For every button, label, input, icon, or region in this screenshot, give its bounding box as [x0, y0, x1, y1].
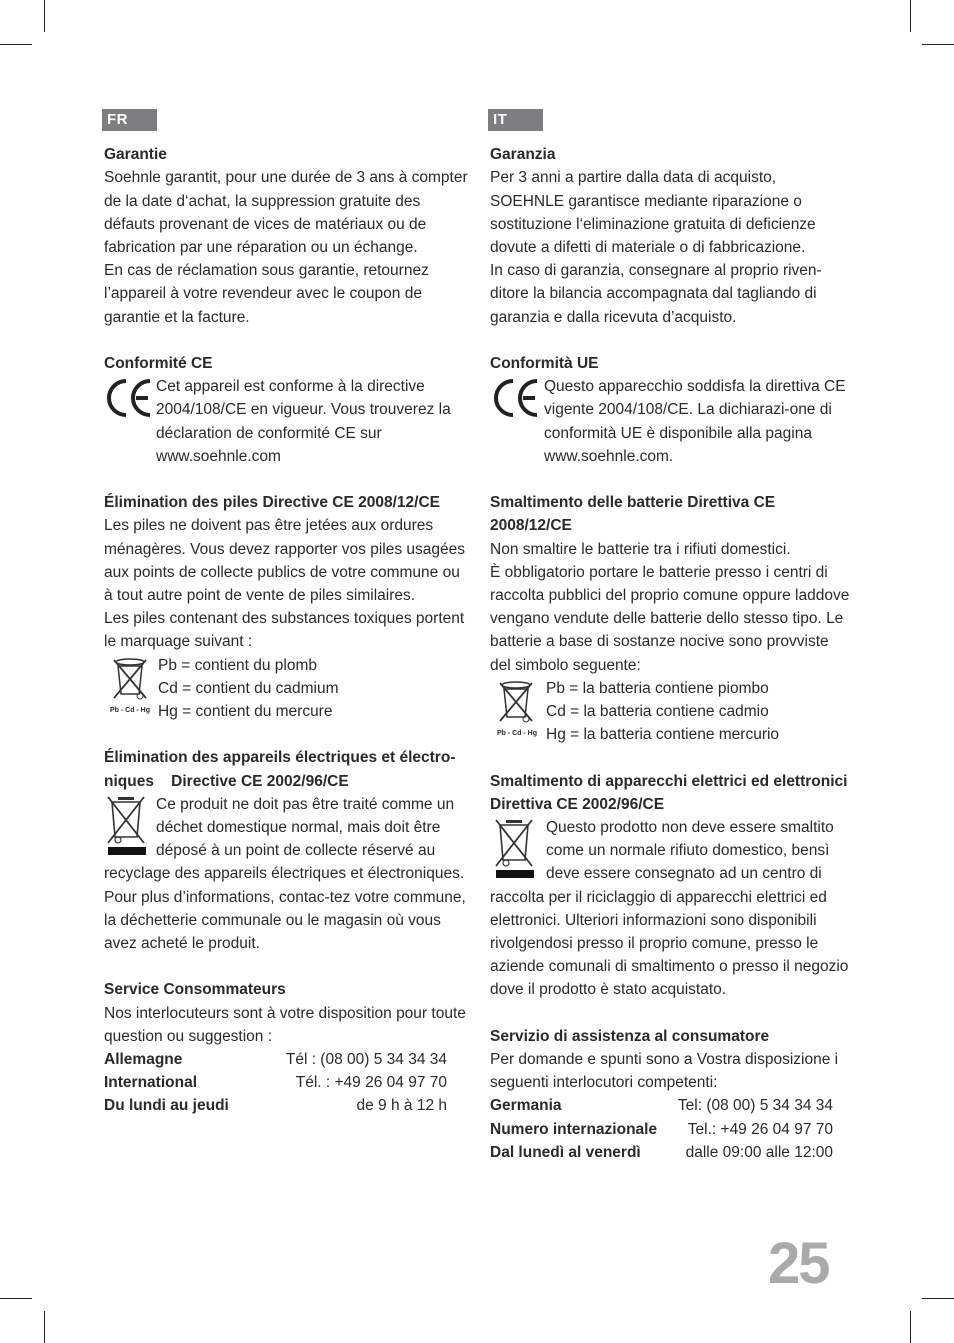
- contact-value: dalle 09:00 alle 12:00: [685, 1143, 833, 1161]
- weee-block: [490, 816, 852, 1002]
- service-title: Servizio di assistenza al consumatore: [490, 1027, 770, 1045]
- batteries-title: Élimination des piles Directive CE 2008/12/CE: [104, 494, 440, 512]
- table-row: [104, 1094, 447, 1117]
- list-item: Cd = contient du cadmium: [158, 679, 339, 697]
- contact-value: de 9 h à 12 h: [356, 1097, 447, 1115]
- contact-label: Numero internazionale: [490, 1120, 658, 1138]
- batteries-text: Les piles contenant des substances toxiques portent le marquage suivant :: [104, 610, 465, 651]
- warranty-text: In caso di garanzia, consegnare al proprio riven-ditore la bilancia accompagnata dal tagliando di garanzia e dalla ricevuta d’acquisto.: [490, 262, 822, 326]
- crossed-bin-icon: [104, 654, 156, 704]
- crop-mark: [922, 1298, 954, 1299]
- batteries-text: È obbligatorio portare le batterie presso i centri di raccolta pubblici del proprio comune oppure laddove vengano vendute delle batterie dello stesso tipo. Le batterie a base di sostanze nocive sono provviste del simbolo seguente:: [490, 563, 850, 674]
- warranty-title: Garantie: [104, 146, 167, 164]
- warranty-text: Per 3 anni a partire dalla data di acquisto, SOEHNLE garantisce mediante riparazione o sostituzione l‘eliminazione gratuita di deficienze dovute a difetti di materiale o di fabbricazione.: [490, 169, 816, 257]
- battery-symbol-caption: Pb - Cd - Hg: [109, 706, 151, 714]
- contact-value: Tel: (08 00) 5 34 34 34: [677, 1097, 833, 1115]
- weee-bin-icon: [104, 793, 150, 857]
- crop-mark: [910, 0, 911, 32]
- batteries-list: [158, 654, 339, 724]
- warranty-title: Garanzia: [490, 146, 556, 164]
- warranty-text: En cas de réclamation sous garantie, retournez l’appareil à votre revendeur avec le coupon de garantie et la facture.: [104, 262, 429, 326]
- service-title: Service Consommateurs: [104, 981, 286, 999]
- contact-label: Du lundi au jeudi: [104, 1097, 229, 1115]
- ce-block: [490, 375, 852, 468]
- batteries-symbol-block: [104, 654, 468, 724]
- crop-mark: [910, 1311, 911, 1343]
- list-item: Pb = contient du plomb: [158, 656, 317, 674]
- weee-text: Questo prodotto non deve essere smaltito come un normale rifiuto domestico, bensì deve essere consegnato ad un centro di raccolta per il riciclaggio di apparecchi elettrici ed elettronici. Ulteriori informazioni sono disponibili rivolgendosi presso il proprio comune, presso le aziende comunali di smaltimento o presso il negozio dove il prodotto è stato acquistato.: [490, 819, 849, 999]
- service-text: Per domande e spunti sono a Vostra disposizione i seguenti interlocutori competenti:: [490, 1051, 839, 1092]
- crop-mark: [44, 0, 45, 32]
- list-item: Pb = la batteria contiene piombo: [546, 679, 769, 697]
- crossed-bin-icon: [490, 677, 542, 727]
- battery-bin-symbol: [490, 677, 544, 738]
- ce-title: Conformità UE: [490, 355, 599, 373]
- batteries-title: Smaltimento delle batterie Direttiva CE 2008/12/CE: [490, 494, 776, 535]
- weee-text: Ce produit ne doit pas être traité comme un déchet domestique normal, mais doit être déposé à un point de collecte réservé au recyclage des appareils électriques et électroniques. Pour plus d’informations, contac-tez votre commune, la déchetterie communale ou le magasin où vous avez acheté le produit.: [104, 795, 466, 953]
- service-contacts: [104, 1048, 447, 1118]
- contact-value: Tel.: +49 26 04 97 70: [687, 1120, 833, 1138]
- contact-value: Tél. : +49 26 04 97 70: [295, 1074, 447, 1092]
- service-contacts: [490, 1094, 833, 1164]
- page-number: 25: [768, 1231, 829, 1296]
- ce-title: Conformité CE: [104, 355, 213, 373]
- table-row: [490, 1118, 833, 1141]
- weee-title: Smaltimento di apparecchi elettrici ed elettronici Direttiva CE 2002/96/CE: [490, 772, 848, 813]
- ce-block: [104, 375, 468, 468]
- batteries-text: Non smaltire le batterie tra i rifiuti domestici.: [490, 540, 791, 558]
- column-fr: [104, 108, 468, 1118]
- batteries-list: [546, 677, 779, 747]
- crop-mark: [0, 44, 32, 45]
- contact-label: International: [104, 1074, 198, 1092]
- crop-mark: [922, 44, 954, 45]
- weee-block: [104, 793, 468, 955]
- contact-label: Germania: [490, 1097, 562, 1115]
- weee-bin-icon: [490, 816, 540, 880]
- ce-mark-icon: [490, 375, 544, 421]
- battery-symbol-caption: Pb - Cd - Hg: [496, 730, 538, 738]
- contact-label: Allemagne: [104, 1051, 183, 1069]
- crop-mark: [0, 1298, 32, 1299]
- contact-label: Dal lunedì al venerdì: [490, 1143, 641, 1161]
- column-it: [490, 108, 852, 1164]
- battery-bin-symbol: [104, 654, 156, 715]
- crop-mark: [44, 1311, 45, 1343]
- weee-title: Élimination des appareils électriques et électro-niques Directive CE 2002/96/CE: [104, 749, 456, 790]
- list-item: Hg = la batteria contiene mercurio: [546, 726, 780, 744]
- language-tag-it: IT: [488, 109, 543, 131]
- table-row: [490, 1141, 833, 1164]
- ce-text: Questo apparecchio soddisfa la direttiva CE vigente 2004/108/CE. La dichiarazi-one di conformità UE è disponibile alla pagina www.soehnle.com.: [544, 378, 846, 465]
- table-row: [490, 1094, 833, 1117]
- list-item: Cd = la batteria contiene cadmio: [546, 703, 769, 721]
- warranty-text: Soehnle garantit, pour une durée de 3 ans à compter de la date d‘achat, la suppression gratuite des défauts provenant de vices de matériaux ou de fabrication par une réparation ou un échange.: [104, 169, 468, 257]
- list-item: Hg = contient du mercure: [158, 703, 333, 721]
- batteries-symbol-block: [490, 677, 852, 747]
- ce-mark-icon: [104, 375, 156, 421]
- ce-text: Cet appareil est conforme à la directive 2004/108/CE en vigueur. Vous trouverez la déclaration de conformité CE sur www.soehnle.com: [156, 378, 451, 465]
- contact-value: Tél : (08 00) 5 34 34 34: [285, 1051, 447, 1069]
- table-row: [104, 1071, 447, 1094]
- batteries-text: Les piles ne doivent pas être jetées aux ordures ménagères. Vous devez rapporter vos piles usagées aux points de collecte publics de votre commune ou à tout autre point de vente de piles similaires.: [104, 517, 466, 605]
- service-text: Nos interlocuteurs sont à votre disposition pour toute question ou suggestion :: [104, 1004, 466, 1045]
- table-row: [104, 1048, 447, 1071]
- language-tag-fr: FR: [102, 109, 157, 131]
